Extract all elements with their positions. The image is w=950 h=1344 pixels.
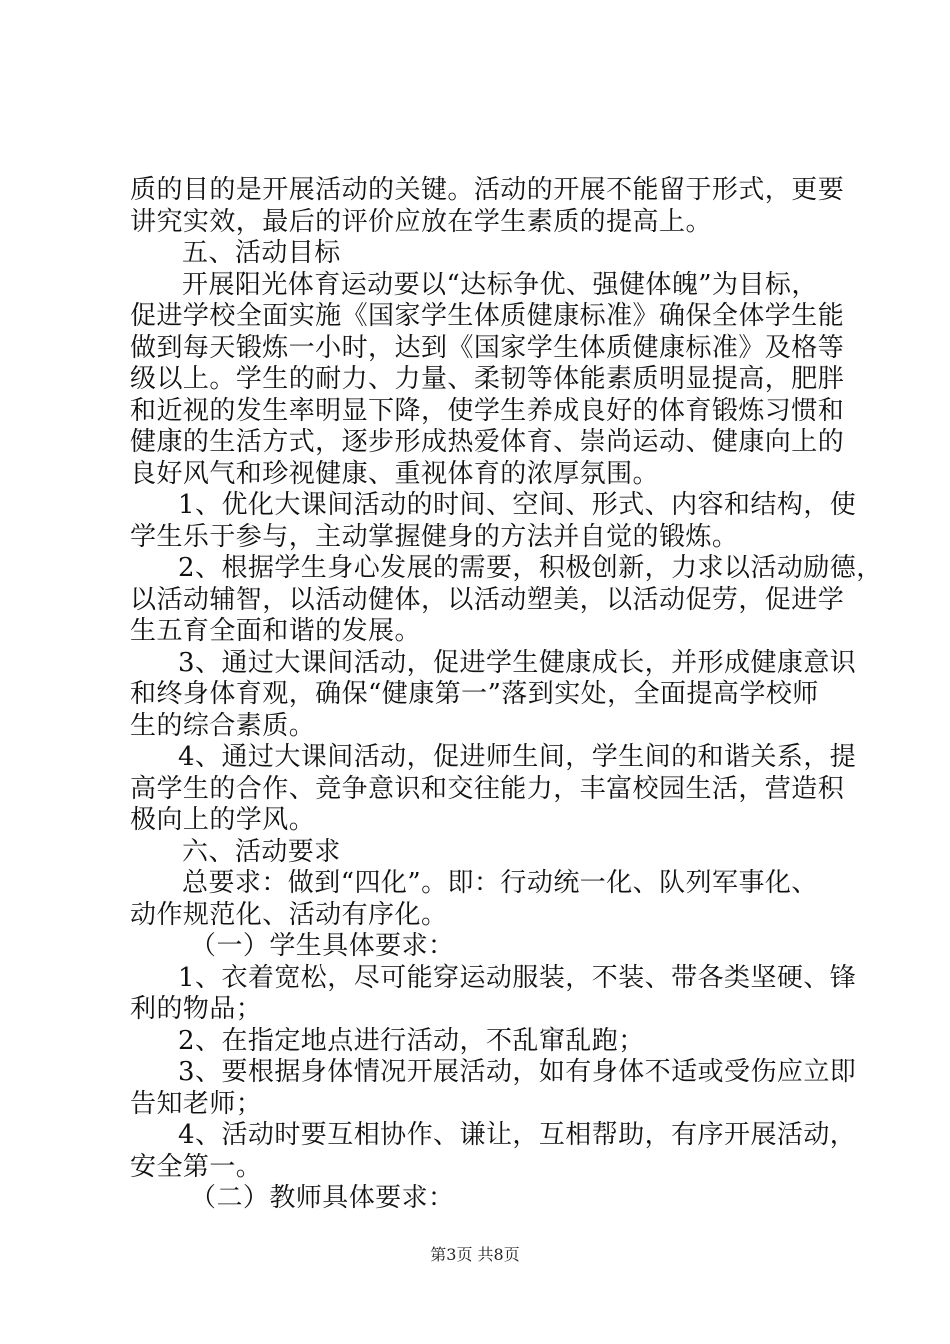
paragraph-line: 总要求：做到“四化”。即：行动统一化、队列军事化、: [182, 868, 818, 898]
list-item: 4、活动时要互相协作、谦让，互相帮助，有序开展活动，: [178, 1120, 857, 1150]
paragraph-line: 安全第一。: [130, 1151, 263, 1182]
list-item: 1、优化大课间活动的时间、空间、形式、内容和结构，使: [178, 490, 857, 520]
paragraph-line: 促进学校全面实施《国家学生体质健康标准》确保全体学生能: [130, 301, 845, 331]
page-number: 第3页 共8页: [430, 1245, 520, 1264]
paragraph-line: 以活动辅智，以活动健体，以活动塑美，以活动促劳，促进学: [130, 584, 845, 615]
list-item: 2、在指定地点进行活动，不乱窜乱跑；: [178, 1025, 645, 1056]
paragraph-line: 和近视的发生率明显下降，使学生养成良好的体育锻炼习惯和: [130, 395, 845, 426]
paragraph-line: 极向上的学风。: [130, 805, 316, 835]
list-item: 1、衣着宽松，尽可能穿运动服装，不装、带各类坚硬、锋: [178, 962, 857, 993]
list-item: 2、根据学生身心发展的需要，积极创新，力求以活动励德，: [178, 553, 883, 583]
section-heading: 六、活动要求: [182, 836, 341, 867]
paragraph-line: 开展阳光体育运动要以“达标争优、强健体魄”为目标，: [182, 269, 818, 300]
list-item: 3、通过大课间活动，促进学生健康成长，并形成健康意识: [178, 647, 857, 678]
paragraph-line: 良好风气和珍视健康、重视体育的浓厚氛围。: [130, 458, 660, 489]
paragraph-line: 学生乐于参与，主动掌握健身的方法并自觉的锻炼。: [130, 521, 739, 552]
paragraph-line: 动作规范化、活动有序化。: [130, 899, 448, 930]
page-footer: [0, 1242, 950, 1265]
paragraph-line: 和终身体育观，确保“健康第一”落到实处，全面提高学校师: [130, 679, 819, 709]
paragraph-line: 做到每天锻炼一小时，达到《国家学生体质健康标准》及格等: [130, 332, 845, 363]
document-body: [130, 175, 883, 1215]
section-heading: 五、活动目标: [182, 238, 341, 268]
list-item: 4、通过大课间活动，促进师生间，学生间的和谐关系，提: [178, 742, 857, 772]
paragraph-line: 质的目的是开展活动的关键。活动的开展不能留于形式，更要: [130, 175, 845, 205]
paragraph-line: 健康的生活方式，逐步形成热爱体育、崇尚运动、健康向上的: [130, 427, 845, 457]
subsection-heading: （一）学生具体要求：: [190, 931, 455, 961]
paragraph-line: 利的物品；: [130, 994, 263, 1024]
list-item: 3、要根据身体情况开展活动，如有身体不适或受伤应立即: [178, 1057, 857, 1087]
paragraph-line: 讲究实效，最后的评价应放在学生素质的提高上。: [130, 206, 712, 237]
paragraph-line: 生的综合素质。: [130, 710, 316, 741]
paragraph-line: 高学生的合作、竞争意识和交往能力，丰富校园生活，营造积: [130, 773, 845, 804]
paragraph-line: 级以上。学生的耐力、力量、柔韧等体能素质明显提高，肥胖: [130, 364, 845, 394]
paragraph-line: 生五育全面和谐的发展。: [130, 616, 421, 646]
subsection-heading: （二）教师具体要求：: [190, 1183, 455, 1213]
paragraph-line: 告知老师；: [130, 1088, 263, 1119]
